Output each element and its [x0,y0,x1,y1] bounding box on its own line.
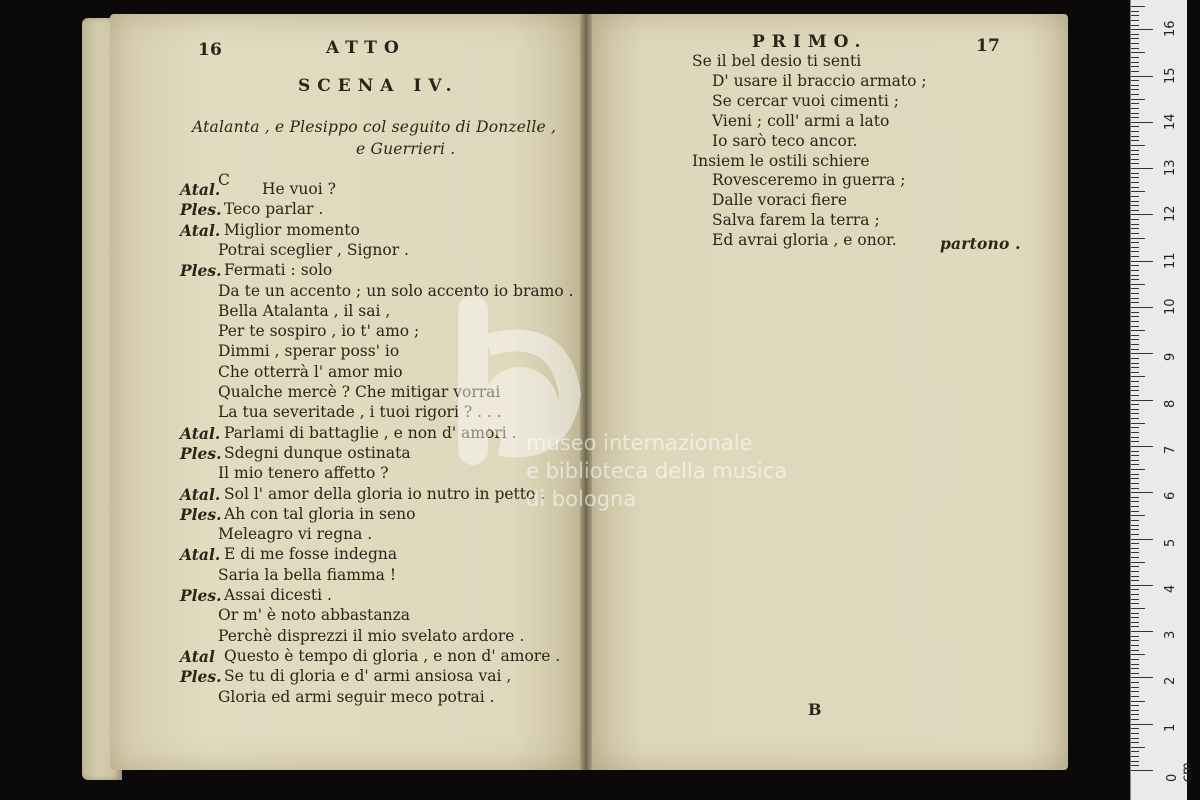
ruler-number: 6 [1163,491,1178,501]
ruler-tick [1131,543,1139,544]
ruler-tick [1131,76,1153,77]
ruler-number: 9 [1163,353,1178,362]
ruler-tick [1131,173,1139,174]
dialogue-line: Gloria ed armi seguir meco potrai . [218,687,495,706]
ruler-tick [1131,34,1139,35]
ruler-tick [1131,99,1145,100]
ruler-tick [1131,126,1139,127]
ruler-tick [1131,330,1145,331]
ruler-tick [1131,71,1139,72]
ruler-tick [1131,687,1139,688]
ruler-tick [1131,108,1139,109]
dialogue-line: Saria la bella fiamma ! [218,565,397,584]
ruler-tick [1131,622,1139,623]
ruler-tick [1131,515,1145,516]
ruler-tick [1131,224,1139,225]
ruler-tick [1131,136,1139,137]
speaker-label: Atal. [180,180,221,199]
ruler-tick [1131,363,1139,364]
dialogue-line: Potrai sceglier , Signor . [218,240,409,259]
right-running-head: PRIMO. [752,32,868,52]
dialogue-line: Sol l' amor della gloria io nutro in petto . [224,484,546,503]
ruler-tick [1131,372,1139,373]
dialogue-line: Dimmi , sperar poss' io [218,342,400,361]
ruler-tick [1131,89,1139,90]
ruler-tick [1131,409,1139,410]
ruler-tick [1131,85,1139,86]
ruler-tick [1131,38,1139,39]
ruler-tick [1131,738,1139,739]
speaker-label: Ples. [180,200,222,220]
ruler-tick [1131,636,1139,637]
ruler-tick [1131,492,1153,493]
ruler-tick [1131,242,1139,243]
ruler-tick [1131,724,1153,725]
ruler-tick [1131,441,1139,442]
speaker-label: Ples. [180,443,222,463]
ruler-tick [1131,390,1139,391]
watermark-line-2: e biblioteca della musica [526,459,788,483]
ruler-tick [1131,261,1153,262]
ruler-tick [1131,437,1139,438]
ruler-number: 2 [1163,677,1178,686]
ruler-tick [1131,691,1139,692]
ruler-tick [1131,288,1139,289]
speaker-label: Ples. [180,261,222,281]
speaker-label: Ples. [180,586,222,605]
ruler-tick [1131,386,1139,387]
dialogue-line: Meleagro vi regna . [218,525,373,544]
ruler-tick [1131,284,1145,285]
ruler-tick [1131,335,1139,336]
dialogue-line: Perchè disprezzi il mio svelato ardore . [218,626,525,645]
stage-direction-line-2: e Guerrieri . [356,140,456,158]
dialogue-line: Il mio tenero affetto ? [218,464,389,483]
ruler-tick [1131,511,1139,512]
ruler-tick [1131,265,1139,266]
scene-title: SCENA IV. [298,76,459,96]
speaker-label: Ples. [180,667,222,687]
ruler-number: 14 [1163,113,1178,130]
ruler-tick [1131,233,1139,234]
ruler-tick [1131,48,1139,49]
ruler-tick [1131,247,1139,248]
ruler-tick [1131,62,1139,63]
ruler-tick [1131,673,1139,674]
ruler-tick [1131,696,1139,697]
ruler-tick [1131,66,1139,67]
ruler-tick [1131,603,1139,604]
dialogue-line: Qualche mercè ? Che mitigar vorrai [218,383,501,401]
dialogue-line: He vuoi ? [262,180,336,198]
ruler-tick [1131,191,1145,192]
dialogue-line: Se tu di gloria e d' armi ansiosa vai , [224,667,512,686]
dialogue-line: Parlami di battaglie , e non d' amori . [224,423,517,442]
ruler-tick [1131,488,1139,489]
ruler-tick [1131,742,1139,743]
ruler-number: 11 [1163,252,1178,269]
ruler-tick [1131,599,1139,600]
ruler-tick [1131,353,1153,354]
ruler-number: 10 [1163,298,1178,315]
ruler-tick [1131,483,1139,484]
ruler-tick [1131,196,1139,197]
dialogue-line: Ah con tal gloria in seno [224,504,416,523]
ruler-tick [1131,626,1139,627]
ruler-tick [1131,446,1153,447]
ruler-tick [1131,201,1139,202]
ruler-number: 3 [1163,630,1178,640]
ruler-tick [1131,427,1139,428]
right-page-number: 17 [976,36,1001,56]
dialogue-line: Per te sospiro , io t' amo ; [218,322,420,341]
ruler-tick [1131,404,1139,405]
ruler-tick [1131,506,1139,507]
speaker-label: Atal. [180,545,221,565]
ruler-tick [1131,728,1139,729]
ruler-number: 1 [1163,723,1178,732]
ruler-number: 13 [1163,159,1178,177]
ruler-tick [1131,677,1153,678]
dialogue-line: Assai dicesti . [224,586,332,604]
ruler-tick [1131,474,1139,475]
ruler-tick [1131,770,1153,771]
ruler-tick [1131,631,1153,632]
watermark-line-3: di bologna [526,487,637,511]
ruler-number: 4 [1163,584,1178,593]
ruler-tick [1131,307,1153,308]
ruler-number: 15 [1163,66,1178,84]
ruler-tick [1131,52,1145,53]
ruler-tick [1131,539,1153,540]
ruler-tick [1131,326,1139,327]
dialogue-line: Teco parlar . [224,200,324,219]
ruler-tick [1131,349,1139,350]
ruler-tick [1131,418,1139,419]
ruler-tick [1131,219,1139,220]
ruler-number: 16 [1163,20,1178,38]
ruler-tick [1131,710,1139,711]
ruler-tick [1131,645,1139,646]
ruler-tick [1131,367,1139,368]
ruler-tick [1131,478,1139,479]
ruler-tick [1131,298,1139,299]
ruler-tick [1131,571,1139,572]
ruler-tick [1131,552,1139,553]
measurement-ruler [1130,0,1195,800]
ruler-tick [1131,29,1153,30]
ruler-tick [1131,113,1139,114]
ruler-tick [1131,413,1139,414]
ruler-tick [1131,432,1139,433]
ruler-tick [1131,650,1139,651]
ruler-tick [1131,451,1139,452]
aria-line: Rovesceremo in guerra ; [712,171,906,190]
ruler-number: 7 [1163,445,1178,454]
ruler-tick [1131,659,1139,660]
ruler-tick [1131,20,1139,21]
ruler-tick [1131,668,1139,669]
stage-direction-line-1: Atalanta , e Plesippo col seguito di Donzelle , [192,118,557,136]
ruler-tick [1131,548,1139,549]
ruler-tick [1131,464,1139,465]
ruler-tick [1131,210,1139,211]
speaker-label: Atal. [180,484,221,504]
ruler-tick [1131,640,1139,641]
ruler-tick [1131,576,1139,577]
ruler-tick [1131,400,1153,401]
ruler-tick [1131,80,1139,81]
ruler-tick [1131,279,1139,280]
ruler-tick [1131,159,1139,160]
drop-cap: C [218,171,230,189]
ruler-tick [1131,469,1145,470]
ruler-tick [1131,238,1145,239]
ruler-tick [1131,228,1139,229]
ruler-tick [1131,339,1139,340]
dialogue-line: Da te un accento ; un solo accento io bramo . [218,281,574,300]
ruler-tick [1131,316,1139,317]
ruler-tick [1131,423,1145,424]
ruler-tick [1131,163,1139,164]
ruler-tick [1131,585,1153,586]
ruler-tick [1131,756,1139,757]
ruler-tick [1131,140,1139,141]
ruler-tick [1131,566,1139,567]
ruler-tick [1131,497,1139,498]
aria-line: Se il bel desio ti senti [692,52,862,70]
ruler-tick [1131,270,1139,271]
ruler-tick [1131,520,1139,521]
ruler-tick [1131,613,1139,614]
dialogue-line: La tua severitade , i tuoi rigori ? . . . [218,403,502,422]
dialogue-line: Che otterrà l' amor mio [218,362,403,381]
dialogue-line: Questo è tempo di gloria , e non d' amore . [224,646,561,665]
ruler-tick [1131,460,1139,461]
ruler-tick [1131,705,1139,706]
ruler-tick [1131,187,1139,188]
ruler-tick [1131,251,1139,252]
ruler-tick [1131,751,1139,752]
ruler-tick [1131,589,1139,590]
ruler-tick [1131,293,1139,294]
ruler-tick [1131,501,1139,502]
speaker-label: Atal. [180,220,221,240]
dialogue-line: Miglior momento [224,220,360,239]
speaker-label: Ples. [180,504,222,524]
ruler-tick [1131,312,1139,313]
ruler-tick [1131,321,1139,322]
aria-line: Vieni ; coll' armi a lato [712,111,890,130]
speaker-label: Atal [180,646,215,666]
speaker-label: Atal. [180,423,221,443]
ruler-number: 8 [1163,399,1178,408]
exit-direction: partono . [940,234,1021,253]
ruler-tick [1131,455,1139,456]
ruler-tick [1131,534,1139,535]
ruler-tick [1131,525,1139,526]
ruler-tick [1131,117,1139,118]
dialogue-line: Or m' è noto abbastanza [218,606,410,625]
ruler-tick [1131,654,1145,655]
left-page-number: 16 [198,40,223,60]
signature-mark: B [808,700,822,719]
aria-line: Io sarò teco ancor. [712,131,858,150]
ruler-tick [1131,664,1139,665]
ruler-tick [1131,719,1139,720]
ruler-tick [1131,6,1145,7]
dialogue-line: Fermati : solo [224,261,333,280]
ruler-tick [1131,557,1139,558]
ruler-tick [1131,43,1139,44]
ruler-tick [1131,302,1139,303]
ruler-tick [1131,214,1153,215]
left-running-head: ATTO [326,38,406,58]
ruler-tick [1131,358,1139,359]
dialogue-line: E di me fosse indegna [224,545,398,564]
ruler-tick [1131,761,1139,762]
ruler-tick [1131,344,1139,345]
dialogue-line: Bella Atalanta , il sai , [218,301,391,320]
ruler-tick [1131,376,1145,377]
ruler-tick [1131,580,1139,581]
ruler-tick [1131,145,1145,146]
aria-line: Se cercar vuoi cimenti ; [712,91,900,110]
ruler-tick [1131,747,1145,748]
ruler-tick [1131,381,1139,382]
ruler-tick [1131,122,1153,123]
ruler-tick [1131,256,1139,257]
ruler-tick [1131,177,1139,178]
ruler-tick [1131,701,1145,702]
ruler-number: 5 [1163,538,1178,547]
ruler-tick [1131,594,1139,595]
ruler-tick [1131,733,1139,734]
dialogue-line: Sdegni dunque ostinata [224,443,411,462]
aria-line: Ed avrai gloria , e onor. [712,231,897,250]
ruler-tick [1131,529,1139,530]
ruler-tick [1131,395,1139,396]
ruler-tick [1131,608,1145,609]
ruler-tick [1131,182,1139,183]
ruler-tick [1131,562,1145,563]
ruler-tick [1131,765,1139,766]
ruler-tick [1131,11,1139,12]
ruler-tick [1131,168,1153,169]
ruler-tick [1131,617,1139,618]
ruler-tick [1131,714,1139,715]
aria-line: Salva farem la terra ; [712,211,880,230]
ruler-tick [1131,103,1139,104]
ruler-tick [1131,131,1139,132]
ruler-tick [1131,205,1139,206]
ruler-tick [1131,154,1139,155]
aria-line: D' usare il braccio armato ; [712,71,927,90]
ruler-tick [1131,25,1139,26]
ruler-unit-label: 0 cm [1165,762,1195,782]
ruler-tick [1131,275,1139,276]
ruler-tick [1131,682,1139,683]
aria-line: Dalle voraci fiere [712,191,848,210]
aria-line: Insiem le ostili schiere [692,151,870,170]
ruler-tick [1131,15,1139,16]
ruler-tick [1131,150,1139,151]
watermark-line-1: museo internazionale [526,431,753,455]
ruler-tick [1131,57,1139,58]
ruler-number: 12 [1163,205,1178,223]
ruler-tick [1131,94,1139,95]
